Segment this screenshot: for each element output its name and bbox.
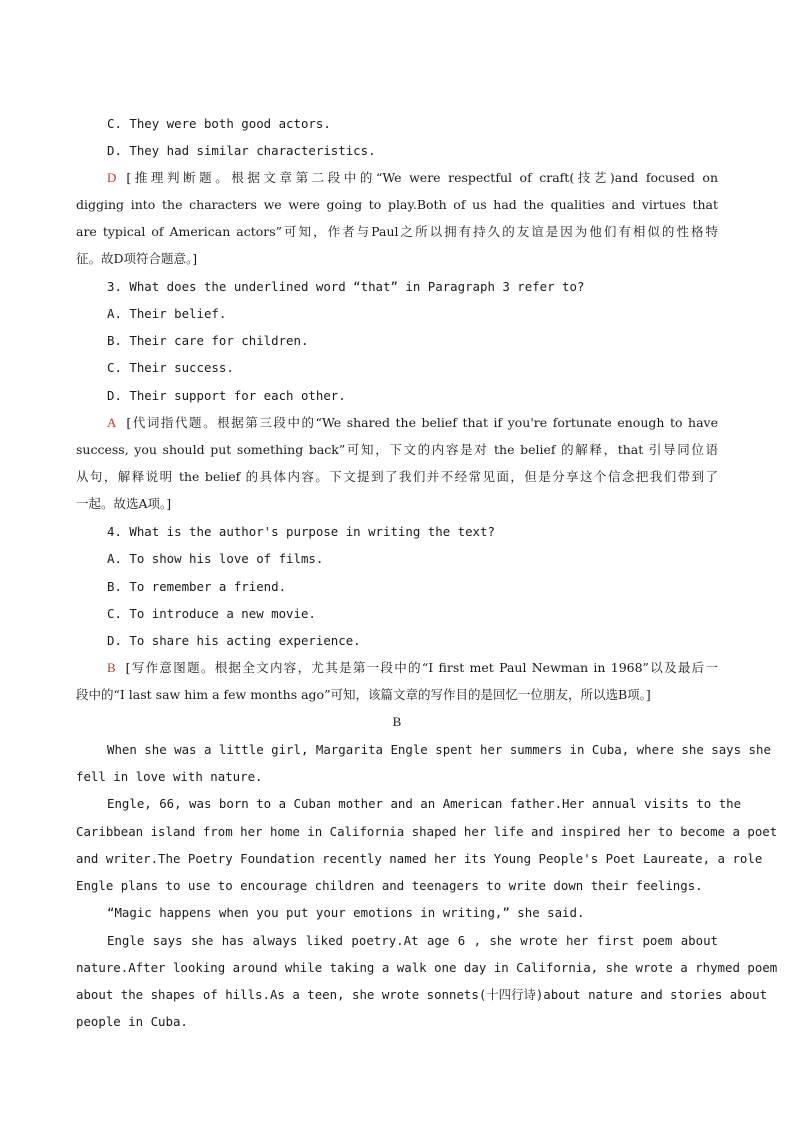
- q4-option-d: D. To share his acting experience.: [107, 633, 361, 648]
- passage-b-line-3: Engle, 66, was born to a Cuban mother and an American father.Her annual visits to the: [107, 796, 742, 811]
- q4-question: 4. What is the author's purpose in writing the text?: [107, 524, 495, 539]
- passage-b-line-2: fell in love with nature.: [76, 769, 263, 784]
- passage-b-line-6: Engle plans to use to encourage children and teenagers to write down their feelings.: [76, 878, 703, 893]
- q3-answer: A: [107, 415, 117, 430]
- q3-option-b: B. Their care for children.: [107, 333, 309, 348]
- q3-explanation-line-2: success, you should put something back”可知，下文的内容是对 the belief 的解释，that 引导同位语: [76, 442, 718, 457]
- passage-b-line-8: Engle says she has always liked poetry.At age 6 , she wrote her first poem about: [107, 933, 718, 948]
- q3-explanation-line-1: A [代词指代题。根据第三段中的“We shared the belief that if you're fortunate enough to have: [107, 415, 718, 430]
- q2-explanation-line-2: digging into the characters we were going to play.Both of us had the qualities and virtues that: [76, 197, 718, 212]
- q2-answer: D: [107, 170, 117, 185]
- passage-b-line-7: “Magic happens when you put your emotions in writing,” she said.: [107, 905, 585, 920]
- passage-b-line-1: When she was a little girl, Margarita Engle spent her summers in Cuba, where she says she: [107, 742, 771, 757]
- q3-option-c: C. Their success.: [107, 360, 234, 375]
- passage-b-label: B: [392, 714, 402, 729]
- passage-b-line-5: and writer.The Poetry Foundation recently named her its Young People's Poet Laureate, a role: [76, 851, 763, 866]
- q3-explanation-line-3: 从句，解释说明 the belief 的具体内容。下文提到了我们并不经常见面，但是分享这个信念把我们带到了: [76, 469, 718, 484]
- q4-option-c: C. To introduce a new movie.: [107, 606, 316, 621]
- passage-b-line-10: about the shapes of hills.As a teen, she wrote sonnets(十四行诗)about nature and stories about: [76, 987, 768, 1002]
- q4-answer: B: [107, 660, 116, 675]
- q3-option-d: D. Their support for each other.: [107, 388, 346, 403]
- passage-b-line-9: nature.After looking around while taking a walk one day in California, she wrote a rhymed poem: [76, 960, 778, 975]
- q2-explanation-line-3: are typical of American actors”可知，作者与Paul之所以拥有持久的友谊是因为他们有相似的性格特: [76, 224, 718, 239]
- q2-explanation-line-1: D [推理判断题。根据文章第二段中的“We were respectful of craft(技艺)and focused on: [107, 170, 718, 185]
- q2-explanation-line-4: 征。故D项符合题意。]: [76, 251, 198, 266]
- q4-explanation-line-1: B [写作意图题。根据全文内容，尤其是第一段中的“I first met Paul Newman in 1968”以及最后一: [107, 660, 718, 675]
- q2-option-c: C. They were both good actors.: [107, 116, 331, 131]
- q3-explanation-line-4: 一起。故选A项。]: [76, 496, 172, 511]
- q4-explanation-line-2: 段中的“I last saw him a few months ago”可知，该篇文章的写作目的是回忆一位朋友，所以选B项。]: [76, 687, 651, 702]
- q3-question: 3. What does the underlined word “that” in Paragraph 3 refer to?: [107, 279, 585, 294]
- q4-option-a: A. To show his love of films.: [107, 551, 324, 566]
- q4-option-b: B. To remember a friend.: [107, 579, 287, 594]
- passage-b-line-4: Caribbean island from her home in California shaped her life and inspired her to become a poet: [76, 824, 778, 839]
- q2-option-d: D. They had similar characteristics.: [107, 143, 376, 158]
- q3-option-a: A. Their belief.: [107, 306, 227, 321]
- passage-b-line-11: people in Cuba.: [76, 1014, 188, 1029]
